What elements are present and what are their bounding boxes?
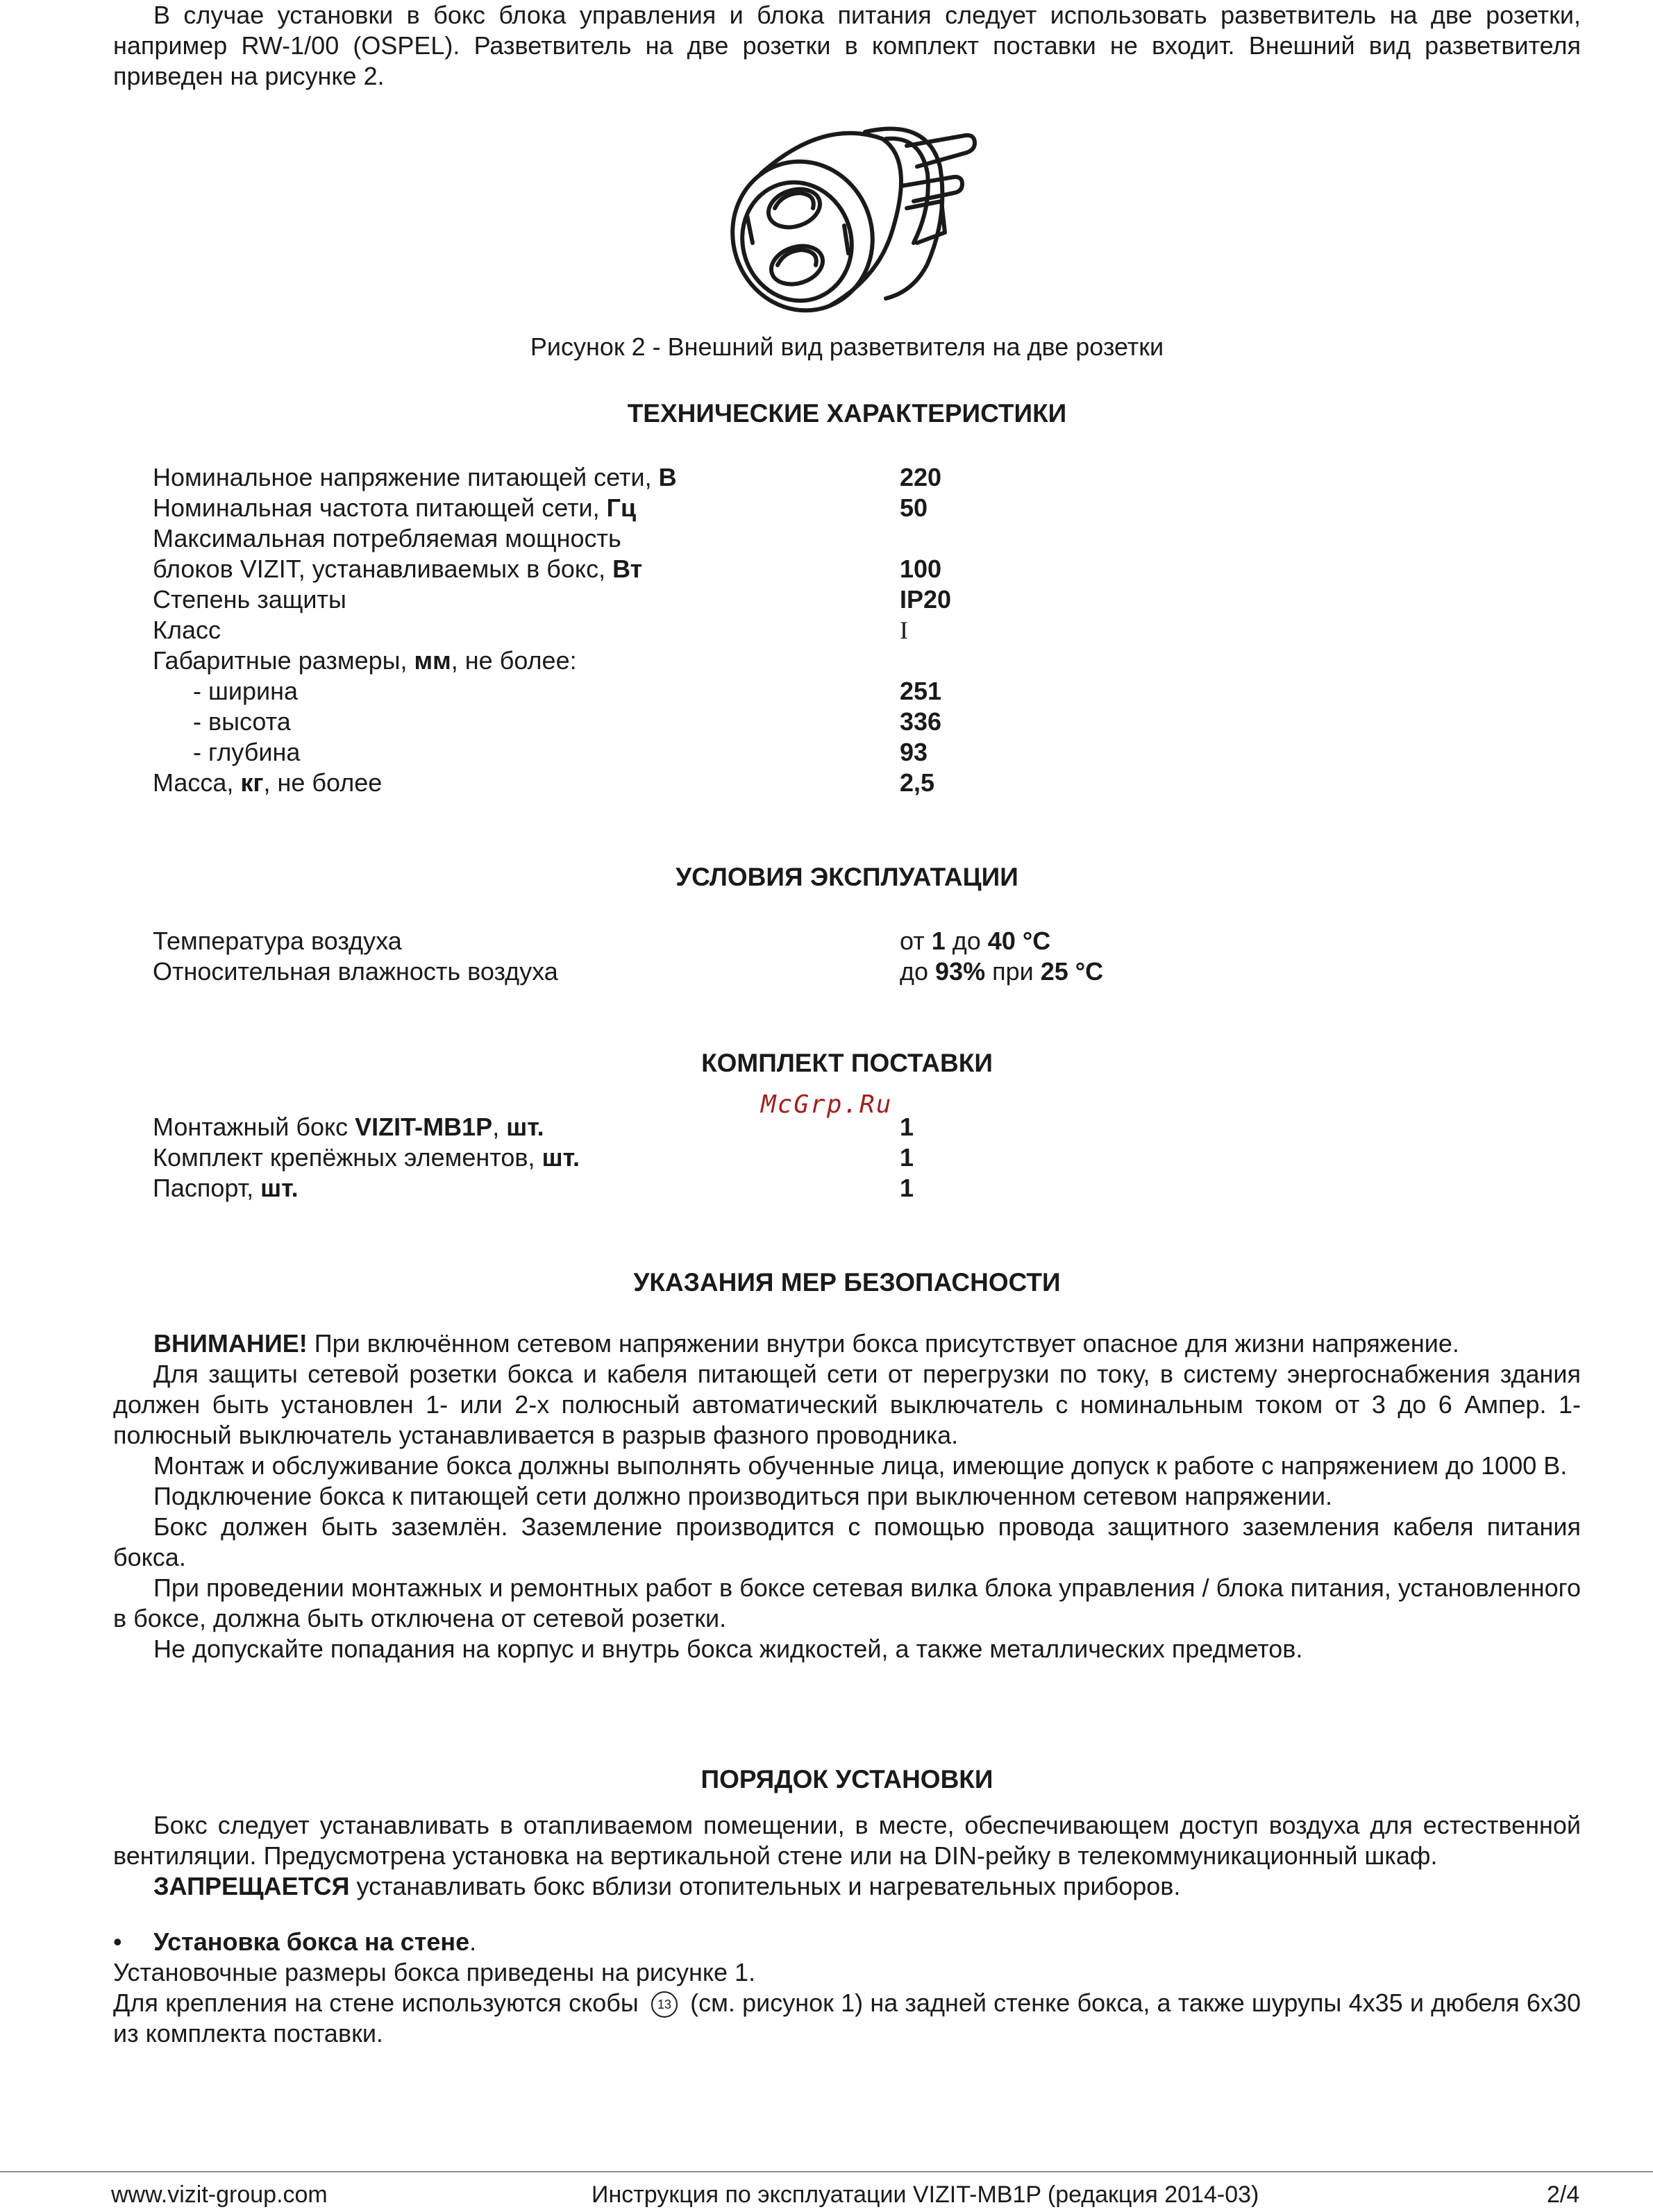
footer-divider — [0, 2171, 1653, 2172]
footer-page-number: 2/4 — [1547, 2181, 1580, 2208]
spec-label: Масса, — [153, 768, 241, 797]
spec-label: Степень защиты — [153, 585, 346, 614]
safety-paragraph: Монтаж и обслуживание бокса должны выполнять обученные лица, имеющие допуск к работе с напряжением до 1000 В. — [153, 1451, 1568, 1480]
kit-row-fasteners — [153, 1142, 1541, 1173]
safety-section — [113, 1328, 1581, 1664]
kit-unit: шт. — [542, 1143, 580, 1172]
kit-unit: шт. — [506, 1113, 544, 1141]
condition-text: при — [985, 957, 1041, 986]
install-section — [113, 1810, 1581, 2049]
kit-row-box — [153, 1112, 1541, 1142]
condition-text: от — [900, 927, 932, 955]
spec-row-width — [153, 676, 1541, 707]
install-paragraph: Бокс следует устанавливать в отапливаемом помещении, в месте, обеспечивающем доступ воздуха для естественной вентиляции. Предусмотрена установка на вертикальной стене или на DIN-рейку в телекоммуникационный шкаф. — [113, 1811, 1581, 1870]
spec-row-mass — [153, 768, 1541, 798]
kit-heading: КОМПЛЕКТ ПОСТАВКИ — [701, 1049, 993, 1077]
tech-heading: ТЕХНИЧЕСКИЕ ХАРАКТЕРИСТИКИ — [627, 399, 1067, 428]
bullet-icon: • — [113, 1927, 122, 1956]
kit-label: Комплект крепёжных элементов, — [153, 1143, 542, 1172]
kit-value: 1 — [900, 1113, 914, 1141]
condition-label: Температура воздуха — [153, 927, 402, 955]
spec-value: 93 — [900, 738, 928, 766]
install-bullet — [113, 1927, 1581, 1957]
spec-value: 50 — [900, 493, 928, 522]
forbid-label: ЗАПРЕЩАЕТСЯ — [153, 1872, 350, 1900]
kit-model: VIZIT-MB1P — [355, 1113, 493, 1141]
spec-row-protection — [153, 584, 1541, 615]
spec-label: - глубина — [193, 738, 301, 766]
spec-label: - ширина — [193, 677, 299, 705]
kit-unit: шт. — [260, 1174, 299, 1202]
intro-paragraph: В случае установки в бокс блока управления и блока питания следует использовать разветвитель на две розетки, например RW-1/00 (OSPEL). Разветвитель на две розетки в комплект поставки не входит. Внешний вид разветвителя приведен на рисунке 2. — [113, 1, 1581, 90]
footer-site: www.vizit-group.com — [111, 2181, 328, 2208]
spec-label: - высота — [193, 707, 291, 736]
spec-unit: кг — [240, 768, 264, 797]
spec-unit: Гц — [606, 493, 637, 522]
brackets-text: Для крепления на стене используются скобы — [113, 1989, 646, 2017]
spec-label: Номинальное напряжение питающей сети, — [153, 463, 659, 491]
bullet-title: Установка бокса на стене — [153, 1927, 470, 1956]
socket-splitter-icon — [719, 104, 983, 319]
condition-text: до — [945, 927, 988, 955]
spec-row-voltage — [153, 462, 1541, 493]
spec-value: 100 — [900, 555, 942, 583]
spec-label: блоков VIZIT, устанавливаемых в бокс, — [153, 555, 613, 583]
bullet-end: . — [469, 1927, 477, 1956]
kit-value: 1 — [900, 1174, 914, 1202]
brackets-text: (см. рисунок 1) на задней стенке бокса, а также шурупы 4х35 и дюбеля 6х30 из комплекта поставки. — [113, 1989, 1581, 2048]
safety-paragraph: Подключение бокса к питающей сети должно производиться при выключенном сетевом напряжении. — [153, 1482, 1332, 1510]
spec-label: Номинальная частота питающей сети, — [153, 493, 607, 522]
kit-sep: , — [492, 1113, 507, 1141]
safety-paragraph: При проведении монтажных и ремонтных работ в боксе сетевая вилка блока управления / блока питания, установленного в боксе, должна быть отключена от сетевой розетки. — [113, 1573, 1581, 1632]
kit-label: Монтажный бокс — [153, 1113, 355, 1141]
install-heading: ПОРЯДОК УСТАНОВКИ — [700, 1765, 993, 1793]
spec-row-height — [153, 707, 1541, 737]
condition-value: 1 — [931, 927, 946, 955]
install-paragraph: Установочные размеры бокса приведены на рисунке 1. — [113, 1958, 756, 1986]
figure-caption: Рисунок 2 - Внешний вид разветвителя на две розетки — [530, 332, 1164, 361]
spec-row-frequency — [153, 493, 1541, 523]
spec-value: I — [900, 616, 908, 644]
spec-label: Класс — [153, 616, 221, 644]
spec-label: Габаритные размеры, — [153, 646, 414, 675]
spec-value: 336 — [900, 707, 942, 736]
spec-label: Максимальная потребляемая мощность — [153, 524, 621, 552]
condition-row-temperature — [153, 926, 1541, 956]
spec-unit: В — [658, 463, 677, 491]
condition-row-humidity — [153, 956, 1541, 987]
intro-section — [113, 0, 1581, 92]
spec-row-power-line1 — [153, 523, 1541, 554]
callout-marker: 13 — [651, 1991, 678, 2018]
spec-value: 2,5 — [900, 768, 935, 797]
spec-value: 251 — [900, 677, 942, 705]
spec-value: IP20 — [900, 585, 952, 614]
safety-warning — [113, 1328, 1581, 1359]
warning-label: ВНИМАНИЕ! — [153, 1329, 308, 1358]
condition-label: Относительная влажность воздуха — [153, 957, 558, 986]
safety-heading: УКАЗАНИЯ МЕР БЕЗОПАСНОСТИ — [633, 1268, 1061, 1297]
spec-row-power — [153, 554, 1541, 584]
install-paragraph-brackets — [113, 1988, 1581, 2049]
spec-unit: мм — [414, 646, 451, 675]
safety-paragraph: Бокс должен быть заземлён. Заземление производится с помощью провода защитного заземления кабеля питания бокса. — [113, 1512, 1581, 1571]
condition-value: 93% — [935, 957, 986, 986]
safety-paragraph: Не допускайте попадания на корпус и внутрь бокса жидкостей, а также металлических предметов. — [153, 1635, 1303, 1663]
kit-row-passport — [153, 1173, 1541, 1204]
condition-value: 25 °С — [1040, 957, 1104, 986]
spec-value: 220 — [900, 463, 942, 491]
spec-row-class — [153, 615, 1541, 645]
spec-row-depth — [153, 737, 1541, 768]
safety-paragraph: Для защиты сетевой розетки бокса и кабеля питающей сети от перегрузки по току, в систему энергоснабжения здания должен быть установлен 1- или 2-х полюсный автоматический выключатель с номинальным током от 3 до 6 Ампер. 1- полюсный выключатель устанавливается в разрыв фазного проводника. — [113, 1360, 1581, 1449]
kit-label: Паспорт, — [153, 1174, 261, 1202]
condition-text: до — [900, 957, 936, 986]
footer-title: Инструкция по эксплуатации VIZIT-MB1P (редакция 2014-03) — [591, 2181, 1259, 2208]
spec-suffix: , не более: — [451, 646, 577, 675]
spec-suffix: , не более — [263, 768, 383, 797]
conditions-heading: УСЛОВИЯ ЭКСПЛУАТАЦИИ — [676, 863, 1018, 891]
spec-unit: Вт — [612, 555, 643, 583]
spec-row-dims — [153, 645, 1541, 676]
watermark: McGrp.Ru — [761, 1090, 893, 1119]
forbid-text: устанавливать бокс вблизи отопительных и нагревательных приборов. — [349, 1872, 1181, 1900]
condition-value: 40 °С — [987, 927, 1051, 955]
install-forbid — [113, 1871, 1581, 1902]
warning-text: При включённом сетевом напряжении внутри бокса присутствует опасное для жизни напряжение. — [307, 1329, 1459, 1358]
kit-value: 1 — [900, 1143, 914, 1172]
